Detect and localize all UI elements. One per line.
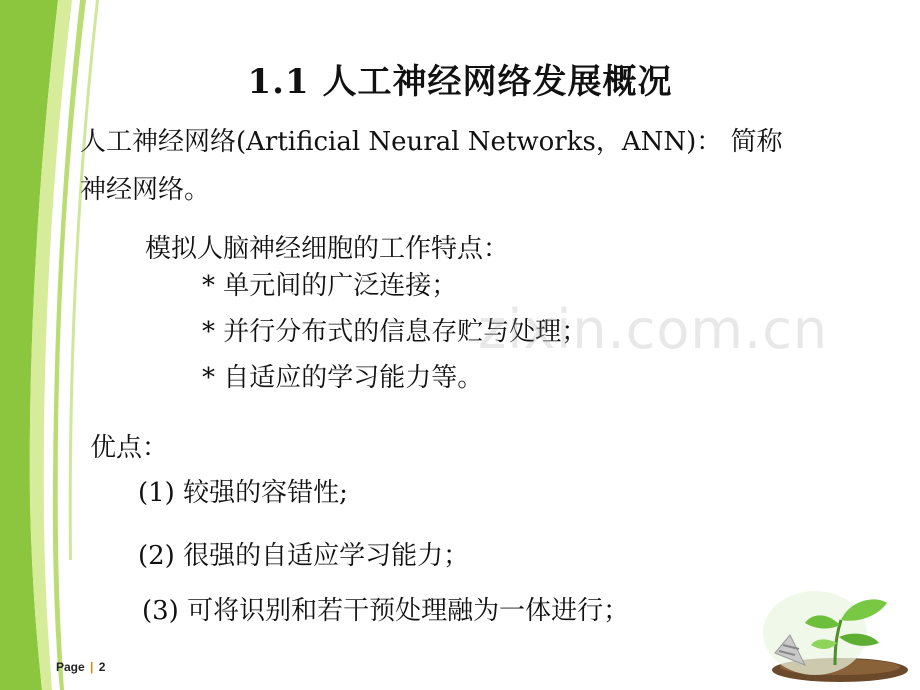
pros-item: (1) 较强的容错性; [138, 478, 348, 508]
features-heading: 模拟人脑神经细胞的工作特点： [145, 234, 510, 264]
page-label: Page [56, 660, 85, 674]
pros-item: (3) 可将识别和若干预处理融为一体进行； [142, 596, 630, 626]
page-footer [56, 660, 105, 674]
pros-item: (2) 很强的自适应学习能力； [138, 541, 470, 571]
intro-paragraph: 人工神经网络(Artificial Neural Networks，ANN)： 简称神经网络。 [80, 127, 783, 205]
feature-item: * 自适应的学习能力等。 [202, 363, 484, 393]
plant-lightbulb-icon [755, 575, 915, 685]
page-number: 2 [98, 660, 106, 674]
green-swoosh-decoration [0, 0, 150, 690]
watermark: zixin.com.cn [478, 298, 829, 361]
feature-item: * 单元间的广泛连接； [202, 271, 458, 301]
footer-separator: | [90, 660, 94, 674]
pros-heading: 优点： [90, 433, 169, 463]
feature-item: * 并行分布式的信息存贮与处理； [202, 317, 588, 347]
slide-title: 1.1 人工神经网络发展概况 [247, 62, 673, 102]
